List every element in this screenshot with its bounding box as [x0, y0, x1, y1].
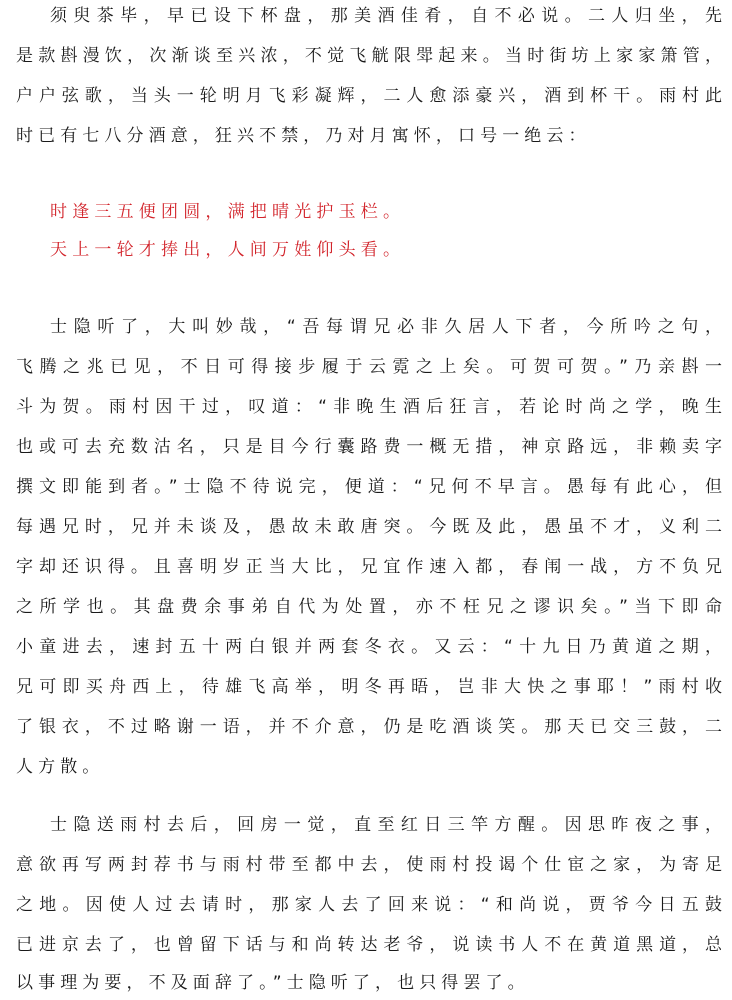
paragraph-3-line-1: 士隐送雨村去后，回房一觉，直至红日三竿方醒。因思昨夜之事， [50, 815, 722, 835]
paragraph-2-line-8: 之所学也。其盘费余事弟自代为处置，亦不枉兄之谬识矣。”当下即命 [16, 597, 722, 617]
paragraph-2-line-10: 兄可即买舟西上，待雄飞高举，明冬再晤，岂非大快之事耶！”雨村收 [16, 677, 722, 697]
paragraph-2-line-6: 每遇兄时，兄并未谈及，愚故未敢唐突。今既及此，愚虽不才，义利二 [16, 517, 722, 537]
paragraph-2-line-9: 小童进去，速封五十两白银并两套冬衣。又云：“十九日乃黄道之期， [16, 637, 722, 657]
poem-line-2: 天上一轮才捧出，人间万姓仰头看。 [50, 240, 406, 260]
paragraph-3-line-3: 之地。因使人过去请时，那家人去了回来说：“和尚说，贾爷今日五鼓 [16, 895, 722, 915]
paragraph-1-line-3: 户户弦歌，当头一轮明月飞彩凝辉，二人愈添豪兴，酒到杯干。雨村此 [16, 86, 722, 106]
paragraph-1-line-2: 是款斟漫饮，次渐谈至兴浓，不觉飞觥限斝起来。当时街坊上家家箫管， [16, 46, 722, 66]
paragraph-1-line-4: 时已有七八分酒意，狂兴不禁，乃对月寓怀，口号一绝云： [16, 126, 591, 146]
paragraph-1-line-1: 须臾茶毕，早已设下杯盘，那美酒佳肴，自不必说。二人归坐，先 [50, 6, 722, 26]
paragraph-3-line-5: 以事理为要，不及面辞了。”士隐听了，也只得罢了。 [16, 973, 530, 993]
paragraph-2-line-11: 了银衣，不过略谢一语，并不介意，仍是吃酒谈笑。那天已交三鼓，二 [16, 717, 722, 737]
paragraph-2-line-3: 斗为贺。雨村因干过，叹道：“非晚生酒后狂言，若论时尚之学，晚生 [16, 397, 722, 417]
poem-line-1: 时逢三五便团圆，满把晴光护玉栏。 [50, 202, 406, 222]
paragraph-2-line-7: 字却还识得。且喜明岁正当大比，兄宜作速入都，春闱一战，方不负兄 [16, 557, 722, 577]
paragraph-2-line-5: 撰文即能到者。”士隐不待说完，便道：“兄何不早言。愚每有此心，但 [16, 477, 722, 497]
paragraph-2-line-4: 也或可去充数沽名，只是目今行囊路费一概无措，神京路远，非赖卖字 [16, 437, 722, 457]
paragraph-2-line-12: 人方散。 [16, 757, 105, 777]
paragraph-3-line-2: 意欲再写两封荐书与雨村带至都中去，使雨村投谒个仕宦之家，为寄足 [16, 855, 722, 875]
paragraph-3-line-4: 已进京去了，也曾留下话与和尚转达老爷，说读书人不在黄道黑道，总 [16, 935, 722, 955]
paragraph-2-line-1: 士隐听了，大叫妙哉，“吾每谓兄必非久居人下者，今所吟之句， [50, 317, 722, 337]
paragraph-2-line-2: 飞腾之兆已见，不日可得接步履于云霓之上矣。可贺可贺。”乃亲斟一 [16, 357, 722, 377]
